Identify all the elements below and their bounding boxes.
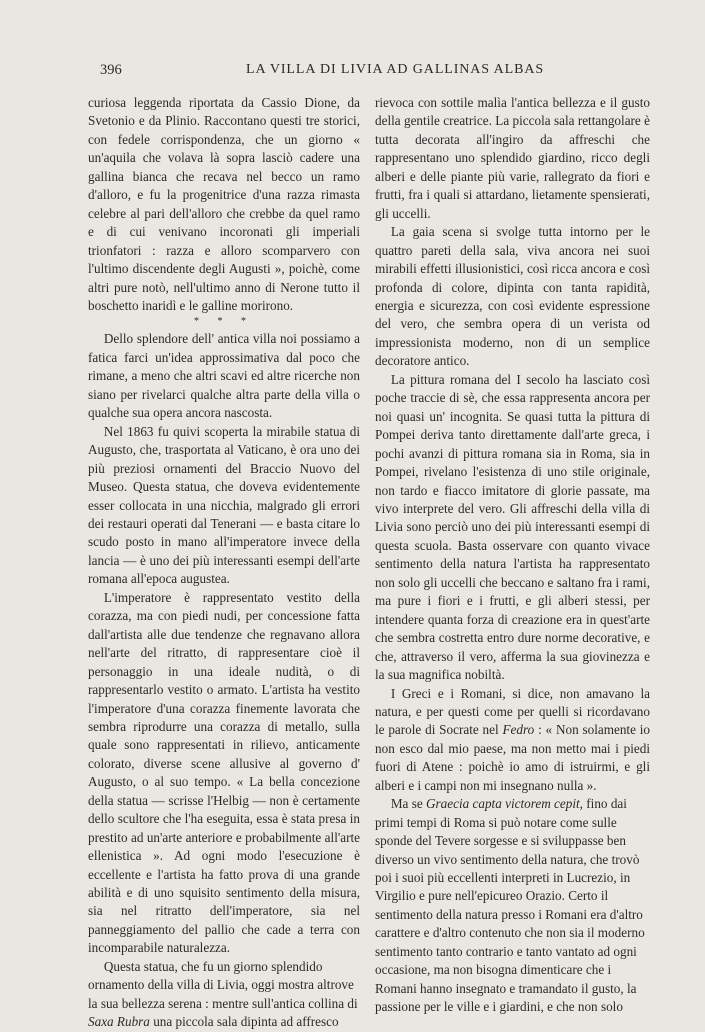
italic-place-name: Saxa Rubra [88, 1014, 150, 1030]
text-run: Questa statua, che fu un giorno splendido ornamento della villa di Livia, oggi mostra altrove la sua bellezza serena : mentre sull'antica collina di [88, 958, 358, 1011]
paragraph: La pittura romana del I secolo ha lasciato così poche traccie di sè, che essa rappresenta ancora per noi quasi un' incognita. Se quasi tutta la pittura di Pompei deriva tanto direttamente dall'arte greca, i pochi avanzi di pittura romana sia in Roma, sia in Pompei, rivelano l'esistenza di uno stile originale, non tardo e fiacco imitatore di glorie passate, ma vivo interprete del vero. Gli affreschi della villa di Livia sono perciò uno dei più interessanti esempi di questa scuola. Basta osservare con quanto vivace sentimento della natura l'artista ha rappresentato non solo gli uccelli che beccano e saltano fra i rami, ma pure i fiori e i frutti, e gli alberi stessi, per intendere quanta forza di creazione era in quest'arte che sembra costretta entro dure norme decorative, e che, attraverso il vero, afferma la sua giovinezza e la sua magnifica nobiltà. [375, 371, 650, 683]
page-header [0, 62, 705, 82]
italic-title: Fedro [502, 722, 535, 738]
right-column [375, 94, 650, 1017]
paragraph: curiosa leggenda riportata da Cassio Dione, da Svetonio e da Plinio. Raccontano questi tre storici, con fedele corrispondenza, che un giorno « un'aquila che volava là sopra lasciò cadere una gallina bianca che recava nel becco un ramo d'alloro, e fu la progenitrice d'una razza rimasta celebre al pari dell'alloro che crebbe da quel ramo e di cui venivano incoronati gli imperiali trionfatori : razza e alloro scomparvero con l'ultimo discendente degli Augusti », poichè, come altri pure notò, nell'ultimo anno di Nerone tutto il boschetto inaridì e le galline morirono. [88, 95, 360, 313]
running-title: LA VILLA DI LIVIA AD GALLINAS ALBAS [246, 62, 545, 77]
paragraph: Nel 1863 fu quivi scoperta la mirabile statua di Augusto, che, trasportata al Vaticano, è ora uno dei più preziosi ornamenti del Braccio Nuovo del Museo. Questa statua, che doveva evidentemente esser collocata in una nicchia, malgrado gli errori dei restauri operati dal Tenerani — e basta citare lo scudo posto in mano all'imperatore invece della lancia — è uno dei più interessanti esempi dell'arte romana all'epoca augustea. [88, 423, 360, 587]
separator-glyphs: * * * [194, 316, 254, 328]
section-separator [88, 317, 360, 326]
paragraph [88, 958, 360, 1032]
italic-latin-quote: Graecia capta victorem cepit, [426, 796, 583, 812]
left-column [88, 94, 360, 1032]
paragraph: L'imperatore è rappresentato vestito della corazza, ma con piedi nudi, per concessione fatta dall'artista alle due tendenze che regnavano allora nell'arte del ritratto, di rappresentare cioè il personaggio in una ideale nudità, o di rappresentarlo vestito o armato. L'artista ha vestito l'imperatore d'una corazza finemente lavorata che sembra riprodurre una corazza di metallo, sulla quale sono rappresentati in rilievo, anticamente colorato, diverse scene allusive al governo d' Augusto, o al suo tempo. « La bella concezione della statua — scrisse l'Helbig — non è certamente dello scultore che l'ha eseguita, essa è stata presa in prestito ad un'arte anteriore e probabilmente all'arte ellenistica ». Ad ogni modo l'esecuzione è eccellente e l'artista ha fatto prova di una grande abilità e di uno squisito sentimento della misura, sia nel ritratto dell'imperatore, sia nel panneggiamento del pallio che cade a terra con incomparabile naturalezza. [88, 589, 360, 956]
paragraph [375, 685, 650, 796]
page-number: 396 [100, 62, 122, 78]
paragraph: Dello splendore dell' antica villa noi possiamo a fatica farci un'idea approssimativa dal poco che rimane, a meno che altri scavi ed altre ricerche non siano per rivelarci qualche altra parte della villa o qualche sua opera ancora nascosta. [88, 331, 360, 421]
text-run: I Greci e i Romani, si dice, non amavano la natura, e per questi come per quelli si ricordavano le parole di Socrate nel [375, 685, 650, 738]
paragraph: La gaia scena si svolge tutta intorno per le quattro pareti della sala, viva ancora nei suoi mirabili effetti illusionistici, così ricca ancora e così profonda di colore, dipinta con tanta rapidità, energia e sicurezza, con così evidente espressione del vero, che sembra opera di un verista od impressionista moderno, non di un semplice decoratore antico. [375, 224, 650, 369]
paragraph [375, 795, 650, 1016]
paragraph: rievoca con sottile malìa l'antica bellezza e il gusto della gentile creatrice. La piccola sala rettangolare è tutta decorata all'ingiro da affreschi che rappresentano uno splendido giardino, ricco degli alberi e delle piante più varie, rallegrato da fiori e frutti, fra i quali si attardano, lietamente spensierati, gli uccelli. [375, 95, 650, 221]
text-run: Ma se [390, 796, 423, 812]
text-run: una piccola sala dipinta ad affresco [153, 1014, 339, 1030]
text-run: : « Non solamente io non esco dal mio paese, ma non metto mai i piedi fuori di Atene : poichè io amo di istruirmi, e gli alberi e i campi non mi insegnano nulla ». [375, 722, 651, 793]
text-run: fino dai primi tempi di Roma si può notare come sulle sponde del Tevere sorgesse e si sviluppasse ben diverso un vivo sentimento della natura, che trovò poi i suoi più eccellenti interpreti in Lucrezio, in Virgilio e pure nell'epicureo Orazio. Certo il sentimento della natura presso i Romani era d'altro carattere e d'altro contenuto che non sia il moderno sentimento tanto contrario e tanto vantato ad ogni occasione, ma non bisogna dimenticare che i Romani hanno insegnato e tramandato il gusto, la passione per le ville e i giardini, e che non solo [375, 796, 645, 1015]
